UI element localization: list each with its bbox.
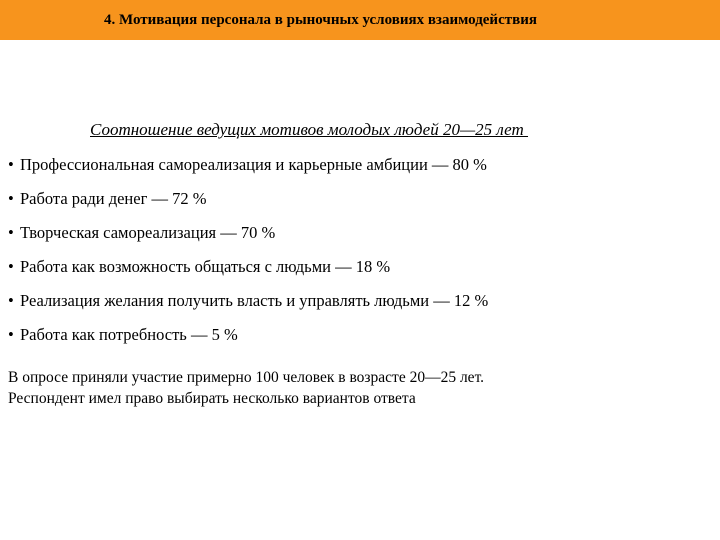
list-item bbox=[8, 318, 488, 352]
survey-note bbox=[8, 367, 484, 409]
slide-title: 4. Мотивация персонала в рыночных условиях взаимодействия bbox=[104, 12, 537, 28]
list-item-text: Работа ради денег — 72 % bbox=[20, 189, 207, 208]
bullet-icon: • bbox=[8, 325, 14, 344]
bullet-icon: • bbox=[8, 155, 14, 174]
bullet-icon: • bbox=[8, 291, 14, 310]
bullet-icon: • bbox=[8, 189, 14, 208]
list-item-text: Реализация желания получить власть и управлять людьми — 12 % bbox=[20, 291, 489, 310]
survey-note-line: В опросе приняли участие примерно 100 человек в возрасте 20—25 лет. bbox=[8, 369, 485, 386]
list-item bbox=[8, 250, 488, 284]
list-item bbox=[8, 148, 488, 182]
list-item bbox=[8, 182, 488, 216]
motives-list bbox=[8, 148, 488, 352]
list-item-text: Работа как возможность общаться с людьми — 18 % bbox=[20, 257, 391, 276]
header-bar bbox=[0, 0, 720, 40]
list-item-text: Профессиональная самореализация и карьерные амбиции — 80 % bbox=[20, 155, 487, 174]
list-item-text: Творческая самореализация — 70 % bbox=[20, 223, 276, 242]
bullet-icon: • bbox=[8, 257, 14, 276]
bullet-icon: • bbox=[8, 223, 14, 242]
list-item bbox=[8, 284, 488, 318]
section-subtitle: Соотношение ведущих мотивов молодых людей 20—25 лет bbox=[90, 120, 529, 139]
survey-note-line: Респондент имел право выбирать несколько вариантов ответа bbox=[8, 390, 416, 407]
list-item bbox=[8, 216, 488, 250]
list-item-text: Работа как потребность — 5 % bbox=[20, 325, 238, 344]
